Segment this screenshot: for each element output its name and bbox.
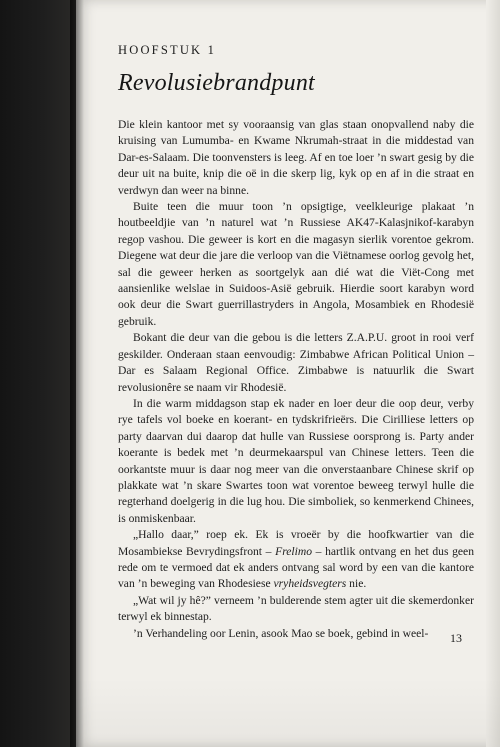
page-fringe bbox=[486, 0, 500, 747]
gutter-shadow bbox=[70, 0, 84, 747]
lower-shadow bbox=[76, 677, 500, 747]
paragraph-4: In die warm middagson stap ek nader en loer deur die oop deur, verby rye tafels vol boeke en koerant- en tydskrifrieërs. Die Cirilliese letters op party daarvan dui daarop dat hulle van Russiese oorsprong is. Party ander koerante is bedek met ’n deurmekaarspul van Chinese letters. Teen die oorkantste muur is daar nog meer van die onverstaanbare Chinese skrif op plakkate wat ’n skare Swartes toon wat vorentoe beweeg terwyl hulle die regterhand doelgerig in die lug hou. Die simboliek, so kenmerkend Chinees, is onmiskenbaar. bbox=[118, 396, 474, 525]
paragraph-5-middle: – hartlik ontvang en het dus geen rede om te vermoed dat ek anders ontvang sal word by een van die kantore van ’n beweging van Rhodesiese bbox=[118, 544, 474, 591]
paragraph-7: ’n Verhandeling oor Lenin, asook Mao se boek, gebind in weel- bbox=[133, 626, 429, 640]
chapter-label: HOOFSTUK 1 bbox=[118, 43, 217, 57]
paragraph-1: Die klein kantoor met sy vooraansig van glas staan onopvallend naby die kruising van Lumumba- en Kwame Nkrumah-straat in die middestad van Dar-es-Salaam. Die toonvensters is leeg. Af en toe loer ’n swart gesig by die deur uit na buite, knip die oë in die skerp lig, kyk op en af in die straat en verdwyn dan weer na binne. bbox=[118, 118, 474, 197]
paragraph-3: Bokant die deur van die gebou is die letters Z.A.P.U. groot in rooi verf geskilder. Onderaan staan eenvoudig: Zimbabwe African Political Union – Dar es Salaam Regional Office. Zimbabwe is natuurlik die Swart revolusionêre se naam vir Rhodesië. bbox=[118, 331, 474, 394]
paragraph-2: Buite teen die muur toon ’n opsigtige, veelkleurige plakaat ’n houtbeeldjie van ’n naturel wat ’n Russiese AK47-Kalasjnikof-karabyn regop vashou. Die geweer is kort en die magasyn sierlik vorentoe gekrom. Diegene wat deur die jare die verloop van die Viëtnamese oorlog gevolg het, sal die geweer herken as soortgelyk aan dié wat die Viët-Cong met aansienlike welslae in Suidoos-Asië gebruik. Hierdie soort karabyn word ook deur die Swart guerrillastryders in Angola, Mosambiek en Rhodesië gebruik. bbox=[118, 200, 474, 328]
paragraph-6: „Wat wil jy hê?” verneem ’n bulderende stem agter uit die skemerdonker terwyl ek binnestap. bbox=[118, 593, 474, 624]
page-number: 13 bbox=[450, 631, 462, 645]
paragraph-5-end: nie. bbox=[346, 577, 367, 591]
chapter-title: Revolusiebrandpunt bbox=[118, 70, 315, 96]
paragraph-5-start: „Hallo daar,” roep ek. Ek is vroeër by die hoofkwartier van die Mosambiekse Bevrydingsfront – bbox=[118, 528, 474, 558]
book-page bbox=[76, 0, 500, 747]
body-text bbox=[118, 117, 474, 642]
frelimo-italic: Frelimo bbox=[275, 544, 313, 558]
paragraph-5 bbox=[118, 527, 474, 593]
previous-page-edge bbox=[0, 0, 78, 747]
vryheidsvegters-italic: vryheidsvegters bbox=[273, 577, 347, 591]
